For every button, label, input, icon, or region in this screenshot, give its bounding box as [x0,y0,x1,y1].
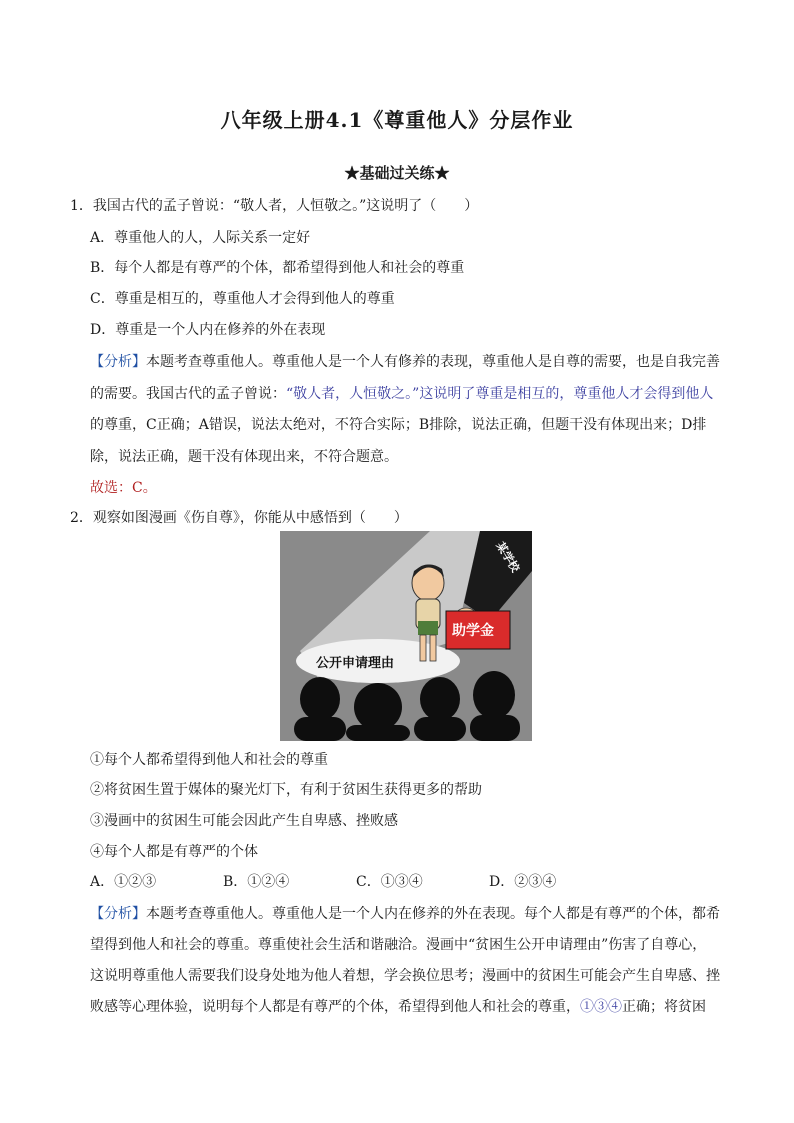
question-2-analysis-line: 这说明尊重他人需要我们设身处地为他人着想，学会换位思考；漫画中的贫困生可能会产生自卑感、挫 [90,968,720,984]
analysis-text: 的需要。我国古代的孟子曾说： [90,386,286,402]
analysis-tag: 【分析】 [90,906,146,922]
page-title: 八年级上册4.1《尊重他人》分层作业 [220,108,574,132]
question-2-analysis-line [90,904,730,924]
analysis-tag: 【分析】 [90,354,146,370]
scholarship-envelope [446,611,510,649]
statement-1: ①每个人都希望得到他人和社会的尊重 [90,752,328,768]
question-1-option-c: C．尊重是相互的，尊重他人才会得到他人的尊重 [90,291,395,307]
svg-text:助学金: 助学金 [452,623,494,639]
svg-text:某学校: 某学校 [493,539,522,575]
question-1-analysis-line: 除，说法正确，题干没有体现出来，不符合题意。 [90,449,398,465]
question-2-choices [90,872,622,892]
spotlight-label [316,655,394,671]
question-2-analysis-line: 望得到他人和社会的尊重。尊重使社会生活和谐融洽。漫画中“贫困生公开申请理由”伤害了自尊心， [90,937,707,953]
choice-a: A．①②③ [90,874,157,890]
question-2-analysis-line [90,997,730,1017]
analysis-text: 败感等心理体验，说明每个人都是有尊严的个体，希望得到他人和社会的尊重， [90,999,580,1015]
choice-c: C．①③④ [356,874,423,890]
cartoon-illustration [280,531,532,741]
statement-4: ④每个人都是有尊严的个体 [90,844,258,860]
question-1-analysis-line [90,352,730,372]
svg-text:公开申请理由: 公开申请理由 [316,656,395,671]
statement-2: ②将贫困生置于媒体的聚光灯下，有利于贫困生获得更多的帮助 [90,782,482,798]
choice-d: D．②③④ [489,874,557,890]
analysis-text: 本题考查尊重他人。尊重他人是一个人有修养的表现，尊重他人是自尊的需要，也是自我完善 [146,354,720,370]
question-1-stem: 1．我国古代的孟子曾说：“敬人者，人恒敬之。”这说明了（ ） [70,198,479,214]
choice-b: B．①②④ [223,874,290,890]
analysis-highlight: “敬人者，人恒敬之。”这说明了尊重是相互的，尊重他人才会得到他人 [286,386,714,402]
question-1-analysis-line [90,384,730,404]
question-1-analysis-line: 的尊重，C正确；A错误，说法太绝对，不符合实际；B排除，说法正确，但题干没有体现出来；D排 [90,417,707,433]
question-2-stem: 2．观察如图漫画《伤自尊》，你能从中感悟到（ ） [70,510,408,526]
question-1-option-d: D．尊重是一个人内在修养的外在表现 [90,322,326,338]
analysis-highlight: ①③④ [580,999,622,1015]
question-1-option-b: B．每个人都是有尊严的个体，都希望得到他人和社会的尊重 [90,260,465,276]
statement-3: ③漫画中的贫困生可能会因此产生自卑感、挫败感 [90,813,398,829]
question-1-option-a: A．尊重他人的人，人际关系一定好 [90,230,311,246]
question-1-answer: 故选：C。 [90,480,157,496]
analysis-text: 正确；将贫困 [622,999,706,1015]
analysis-text: 本题考查尊重他人。尊重他人是一个人内在修养的外在表现。每个人都是有尊严的个体，都希 [146,906,720,922]
section-heading: ★基础过关练★ [344,164,450,182]
